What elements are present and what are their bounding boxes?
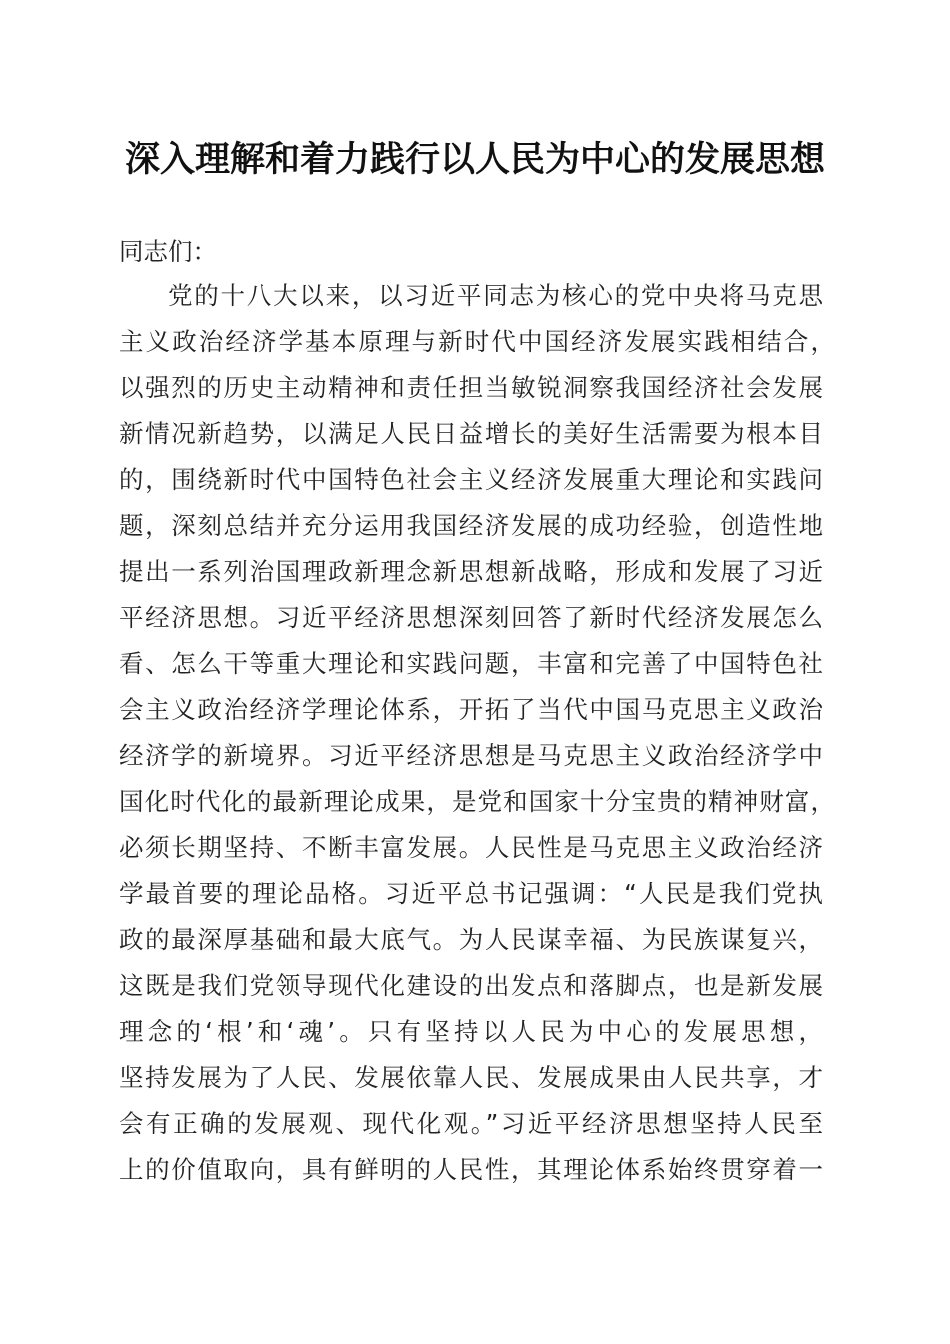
paragraph-line: 理念的‘根’和‘魂’。只有坚持以人民为中心的发展思想， [119, 1017, 823, 1046]
paragraph-line: 以强烈的历史主动精神和责任担当敏锐洞察我国经济社会发展 [119, 373, 823, 402]
paragraph-line: 平经济思想。习近平经济思想深刻回答了新时代经济发展怎么 [119, 603, 823, 632]
paragraph-line: 政的最深厚基础和最大底气。为人民谋幸福、为民族谋复兴， [119, 925, 823, 954]
document-title: 深入理解和着力践行以人民为中心的发展思想 [124, 139, 825, 180]
paragraph-line: 会有正确的发展观、现代化观。”习近平经济思想坚持人民至 [119, 1109, 823, 1138]
paragraph-line: 看、怎么干等重大理论和实践问题，丰富和完善了中国特色社 [119, 649, 823, 678]
paragraph-line: 提出一系列治国理政新理念新思想新战略，形成和发展了习近 [119, 557, 823, 586]
salutation: 同志们： [119, 237, 217, 266]
paragraph-line: 会主义政治经济学理论体系，开拓了当代中国马克思主义政治 [119, 695, 823, 724]
paragraph-line: 上的价值取向，具有鲜明的人民性，其理论体系始终贯穿着一 [119, 1155, 823, 1184]
paragraph-line: 党的十八大以来，以习近平同志为核心的党中央将马克思 [168, 281, 823, 310]
paragraph-line: 经济学的新境界。习近平经济思想是马克思主义政治经济学中 [119, 741, 823, 770]
paragraph-line: 学最首要的理论品格。习近平总书记强调：“人民是我们党执 [119, 879, 823, 908]
paragraph-line: 必须长期坚持、不断丰富发展。人民性是马克思主义政治经济 [119, 833, 823, 862]
paragraph-line: 这既是我们党领导现代化建设的出发点和落脚点，也是新发展 [119, 971, 823, 1000]
paragraph-line: 新情况新趋势，以满足人民日益增长的美好生活需要为根本目 [119, 419, 823, 448]
paragraph-line: 的，围绕新时代中国特色社会主义经济发展重大理论和实践问 [119, 465, 823, 494]
paragraph-line: 题，深刻总结并充分运用我国经济发展的成功经验，创造性地 [119, 511, 823, 540]
paragraph-line: 主义政治经济学基本原理与新时代中国经济发展实践相结合， [119, 327, 835, 356]
paragraph-line: 坚持发展为了人民、发展依靠人民、发展成果由人民共享，才 [119, 1063, 823, 1092]
paragraph-line: 国化时代化的最新理论成果，是党和国家十分宝贵的精神财富， [119, 787, 835, 816]
